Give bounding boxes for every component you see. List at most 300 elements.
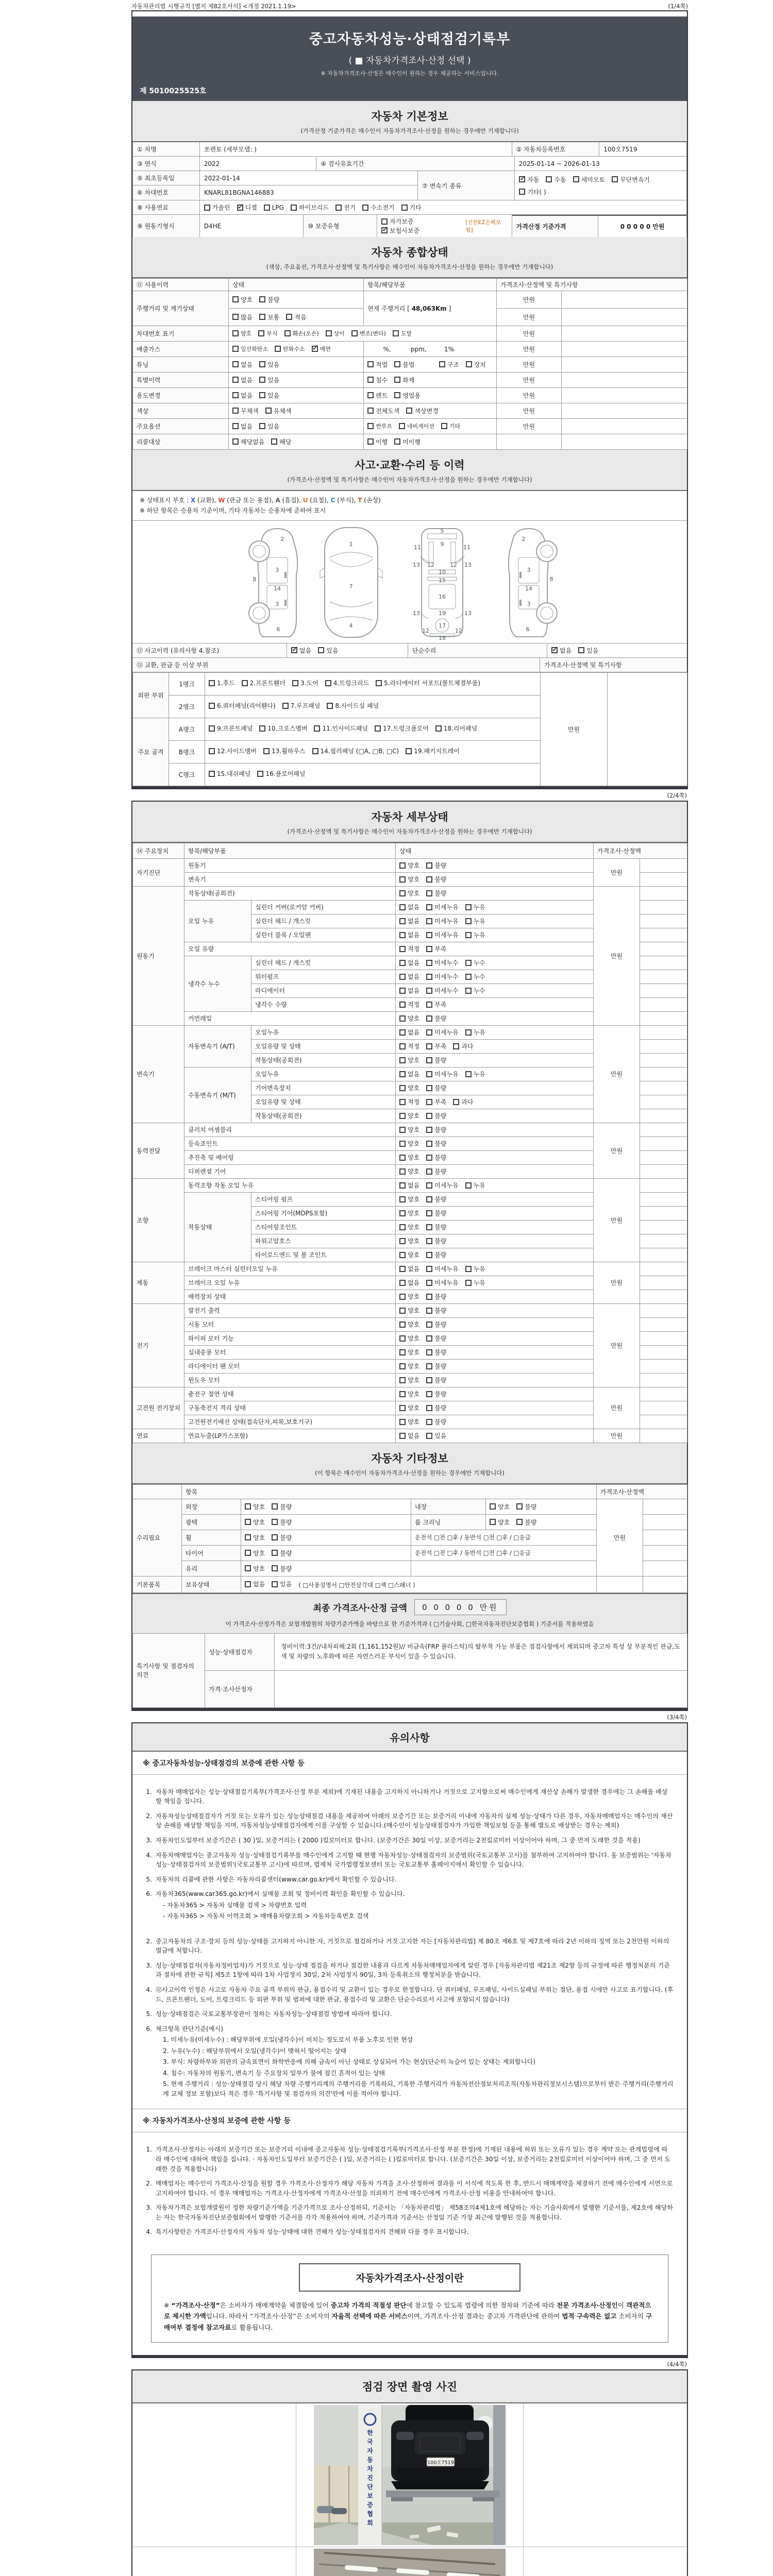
- unchecked-checkbox-icon[interactable]: [394, 438, 400, 445]
- unchecked-checkbox-icon[interactable]: [465, 918, 472, 924]
- unchecked-checkbox-icon[interactable]: [367, 423, 374, 429]
- unchecked-checkbox-icon[interactable]: [406, 748, 412, 754]
- checkbox-option[interactable]: 미세누유: [426, 1264, 458, 1273]
- unchecked-checkbox-icon[interactable]: [399, 1057, 406, 1063]
- checkbox-option[interactable]: 불량: [426, 1153, 446, 1162]
- unchecked-checkbox-icon[interactable]: [426, 1196, 432, 1202]
- checkbox-option[interactable]: 양호: [399, 1153, 419, 1162]
- unchecked-checkbox-icon[interactable]: [426, 1335, 432, 1342]
- unchecked-checkbox-icon[interactable]: [259, 377, 265, 383]
- unchecked-checkbox-icon[interactable]: [426, 1224, 432, 1230]
- checkbox-option[interactable]: 상이: [326, 329, 345, 337]
- unchecked-checkbox-icon[interactable]: [326, 330, 332, 336]
- unchecked-checkbox-icon[interactable]: [399, 1294, 406, 1300]
- checkbox-option[interactable]: 없음: [399, 930, 419, 939]
- unchecked-checkbox-icon[interactable]: [399, 1238, 406, 1244]
- checkbox-option[interactable]: 불법: [394, 360, 414, 369]
- checkbox-option[interactable]: 누수: [465, 986, 485, 995]
- unchecked-checkbox-icon[interactable]: [399, 1210, 406, 1216]
- unchecked-checkbox-icon[interactable]: [465, 1266, 472, 1272]
- unchecked-checkbox-icon[interactable]: [466, 361, 472, 367]
- unchecked-checkbox-icon[interactable]: [232, 438, 239, 445]
- checkbox-option[interactable]: 기타: [401, 203, 422, 212]
- checkbox-option[interactable]: 양호: [399, 1389, 419, 1398]
- checkbox-option[interactable]: 없음: [399, 972, 419, 981]
- unchecked-checkbox-icon[interactable]: [399, 1391, 406, 1397]
- checkbox-option[interactable]: 미세누유: [426, 930, 458, 939]
- checkbox-option[interactable]: 화재: [394, 376, 414, 384]
- unchecked-checkbox-icon[interactable]: [516, 1503, 523, 1510]
- unchecked-checkbox-icon[interactable]: [257, 771, 263, 777]
- checkbox-option[interactable]: 불량: [426, 1209, 446, 1217]
- unchecked-checkbox-icon[interactable]: [465, 974, 472, 980]
- checkbox-option[interactable]: 누수: [465, 972, 485, 981]
- checkbox-option[interactable]: 없음: [399, 1278, 419, 1287]
- unchecked-checkbox-icon[interactable]: [426, 960, 432, 966]
- checkbox-option[interactable]: 적음: [286, 313, 306, 321]
- checkbox-option[interactable]: 렌트: [367, 391, 388, 400]
- unchecked-checkbox-icon[interactable]: [465, 1029, 472, 1036]
- unchecked-checkbox-icon[interactable]: [259, 361, 265, 367]
- unchecked-checkbox-icon[interactable]: [399, 1071, 406, 1077]
- checked-checkbox-icon[interactable]: [237, 205, 243, 211]
- unchecked-checkbox-icon[interactable]: [399, 1308, 406, 1314]
- unchecked-checkbox-icon[interactable]: [394, 392, 400, 398]
- checkbox-option[interactable]: 불량: [426, 1348, 446, 1357]
- unchecked-checkbox-icon[interactable]: [426, 1155, 432, 1161]
- checkbox-option[interactable]: ✓ 없음: [551, 646, 572, 655]
- unchecked-checkbox-icon[interactable]: [367, 438, 374, 445]
- unchecked-checkbox-icon[interactable]: [259, 725, 265, 732]
- checkbox-option[interactable]: 적정: [399, 1000, 419, 1009]
- checkbox-option[interactable]: 양호: [399, 1417, 419, 1426]
- checkbox-option[interactable]: 미세누유: [426, 917, 458, 925]
- unchecked-checkbox-icon[interactable]: [399, 890, 406, 896]
- checkbox-option[interactable]: 불량: [272, 1564, 292, 1573]
- unchecked-checkbox-icon[interactable]: [394, 361, 400, 367]
- checkbox-option[interactable]: 부족: [426, 944, 446, 953]
- unchecked-checkbox-icon[interactable]: [232, 296, 239, 302]
- checkbox-option[interactable]: 양호: [245, 1518, 265, 1527]
- checkbox-option[interactable]: 2.프론트휀더: [242, 677, 285, 689]
- checkbox-option[interactable]: 미세누수: [426, 958, 458, 967]
- unchecked-checkbox-icon[interactable]: [399, 1085, 406, 1091]
- unchecked-checkbox-icon[interactable]: [232, 346, 239, 352]
- unchecked-checkbox-icon[interactable]: [490, 1503, 496, 1510]
- checkbox-option[interactable]: 없음: [232, 391, 253, 400]
- unchecked-checkbox-icon[interactable]: [426, 1391, 432, 1397]
- unchecked-checkbox-icon[interactable]: [426, 1308, 432, 1314]
- checkbox-option[interactable]: 15.대쉬패널: [209, 768, 250, 780]
- unchecked-checkbox-icon[interactable]: [399, 1182, 406, 1189]
- checkbox-option[interactable]: 적법: [367, 360, 388, 369]
- unchecked-checkbox-icon[interactable]: [426, 988, 432, 994]
- unchecked-checkbox-icon[interactable]: [399, 876, 406, 883]
- checkbox-option[interactable]: 불량: [426, 889, 446, 897]
- checkbox-option[interactable]: 수소전기: [362, 203, 394, 212]
- unchecked-checkbox-icon[interactable]: [519, 189, 525, 195]
- unchecked-checkbox-icon[interactable]: [453, 1099, 459, 1105]
- unchecked-checkbox-icon[interactable]: [426, 1363, 432, 1369]
- checkbox-option[interactable]: 양호: [399, 1292, 419, 1301]
- checkbox-option[interactable]: 적정: [399, 944, 419, 953]
- checkbox-option[interactable]: 부족: [426, 1000, 446, 1009]
- unchecked-checkbox-icon[interactable]: [399, 960, 406, 966]
- unchecked-checkbox-icon[interactable]: [426, 974, 432, 980]
- checkbox-option[interactable]: 불량: [426, 1250, 446, 1259]
- unchecked-checkbox-icon[interactable]: [399, 1405, 406, 1411]
- unchecked-checkbox-icon[interactable]: [245, 1534, 251, 1540]
- checkbox-option[interactable]: 불량: [426, 1320, 446, 1329]
- checkbox-option[interactable]: 양호: [399, 861, 419, 870]
- unchecked-checkbox-icon[interactable]: [209, 680, 215, 686]
- unchecked-checkbox-icon[interactable]: [399, 1252, 406, 1258]
- unchecked-checkbox-icon[interactable]: [426, 1419, 432, 1425]
- checkbox-option[interactable]: 양호: [245, 1533, 265, 1542]
- checkbox-option[interactable]: 18.리어패널: [435, 722, 477, 735]
- unchecked-checkbox-icon[interactable]: [465, 1071, 472, 1077]
- unchecked-checkbox-icon[interactable]: [426, 1168, 432, 1175]
- checkbox-option[interactable]: 불량: [516, 1502, 536, 1511]
- unchecked-checkbox-icon[interactable]: [312, 748, 318, 754]
- unchecked-checkbox-icon[interactable]: [272, 1519, 278, 1525]
- unchecked-checkbox-icon[interactable]: [275, 346, 281, 352]
- checkbox-option[interactable]: 불량: [426, 1417, 446, 1426]
- unchecked-checkbox-icon[interactable]: [399, 974, 406, 980]
- unchecked-checkbox-icon[interactable]: [399, 1335, 406, 1342]
- checkbox-option[interactable]: 4.트렁크리드: [325, 677, 369, 689]
- checkbox-option[interactable]: 불량: [426, 1236, 446, 1245]
- checkbox-option[interactable]: 무채색: [232, 406, 259, 415]
- unchecked-checkbox-icon[interactable]: [465, 1182, 472, 1189]
- checkbox-option[interactable]: 불량: [426, 1223, 446, 1231]
- unchecked-checkbox-icon[interactable]: [263, 748, 270, 754]
- unchecked-checkbox-icon[interactable]: [245, 1550, 251, 1556]
- checkbox-option[interactable]: 불량: [426, 1389, 446, 1398]
- unchecked-checkbox-icon[interactable]: [284, 330, 291, 336]
- checkbox-option[interactable]: 수동: [546, 175, 566, 184]
- unchecked-checkbox-icon[interactable]: [612, 176, 618, 182]
- unchecked-checkbox-icon[interactable]: [426, 946, 432, 952]
- checkbox-option[interactable]: 있음: [259, 360, 279, 369]
- unchecked-checkbox-icon[interactable]: [318, 647, 324, 653]
- unchecked-checkbox-icon[interactable]: [426, 876, 432, 883]
- checkbox-option[interactable]: 구조: [439, 360, 459, 369]
- checkbox-option[interactable]: 양호: [399, 1125, 419, 1134]
- unchecked-checkbox-icon[interactable]: [465, 988, 472, 994]
- checkbox-option[interactable]: 있음: [578, 646, 598, 655]
- checkbox-option[interactable]: 부족: [426, 1042, 446, 1050]
- unchecked-checkbox-icon[interactable]: [209, 725, 215, 732]
- unchecked-checkbox-icon[interactable]: [399, 1029, 406, 1036]
- unchecked-checkbox-icon[interactable]: [259, 423, 265, 429]
- checkbox-option[interactable]: 불량: [426, 1376, 446, 1384]
- checkbox-option[interactable]: 양호: [399, 1056, 419, 1064]
- unchecked-checkbox-icon[interactable]: [399, 1349, 406, 1355]
- checkbox-option[interactable]: 없음: [232, 376, 253, 384]
- unchecked-checkbox-icon[interactable]: [435, 725, 442, 732]
- checkbox-option[interactable]: 불량: [426, 1362, 446, 1370]
- checkbox-option[interactable]: 불량: [426, 861, 446, 870]
- unchecked-checkbox-icon[interactable]: [465, 960, 472, 966]
- unchecked-checkbox-icon[interactable]: [426, 1405, 432, 1411]
- checkbox-option[interactable]: 불량: [516, 1518, 536, 1527]
- checkbox-option[interactable]: 누유: [465, 1028, 485, 1037]
- checkbox-option[interactable]: 양호: [399, 1362, 419, 1370]
- unchecked-checkbox-icon[interactable]: [426, 1377, 432, 1383]
- unchecked-checkbox-icon[interactable]: [439, 361, 445, 367]
- checkbox-option[interactable]: 전체도색: [367, 406, 399, 415]
- checkbox-option[interactable]: ✓ 보험사보증: [381, 226, 419, 235]
- unchecked-checkbox-icon[interactable]: [426, 1099, 432, 1105]
- unchecked-checkbox-icon[interactable]: [232, 314, 239, 320]
- checkbox-option[interactable]: 양호: [399, 1250, 419, 1259]
- checked-checkbox-icon[interactable]: [381, 227, 388, 233]
- checkbox-option[interactable]: 있음: [318, 646, 338, 655]
- checkbox-option[interactable]: 없음: [245, 1580, 265, 1588]
- unchecked-checkbox-icon[interactable]: [399, 423, 405, 429]
- checkbox-option[interactable]: 불량: [272, 1533, 292, 1542]
- checkbox-option[interactable]: 있음: [259, 422, 279, 431]
- checkbox-option[interactable]: 일산화탄소: [232, 345, 268, 353]
- checkbox-option[interactable]: 양호: [399, 1376, 419, 1384]
- unchecked-checkbox-icon[interactable]: [399, 1266, 406, 1272]
- checkbox-option[interactable]: 미세누유: [426, 1070, 458, 1078]
- unchecked-checkbox-icon[interactable]: [426, 1280, 432, 1286]
- checkbox-option[interactable]: 부족: [426, 1097, 446, 1106]
- unchecked-checkbox-icon[interactable]: [578, 647, 584, 653]
- unchecked-checkbox-icon[interactable]: [573, 176, 579, 182]
- checkbox-option[interactable]: ✓ 디젤: [237, 203, 257, 212]
- unchecked-checkbox-icon[interactable]: [232, 392, 239, 398]
- checkbox-option[interactable]: 누수: [465, 958, 485, 967]
- unchecked-checkbox-icon[interactable]: [314, 725, 320, 732]
- checkbox-option[interactable]: 양호: [399, 1083, 419, 1092]
- checkbox-option[interactable]: ✓ 없음: [291, 646, 311, 655]
- unchecked-checkbox-icon[interactable]: [426, 1210, 432, 1216]
- checkbox-option[interactable]: 탄화수소: [275, 345, 305, 353]
- unchecked-checkbox-icon[interactable]: [426, 1321, 432, 1328]
- checkbox-option[interactable]: 보통: [259, 313, 279, 321]
- checkbox-option[interactable]: 양호: [399, 1014, 419, 1023]
- checkbox-option[interactable]: 5.라디에이터 서포트(볼트체결부품): [376, 677, 480, 689]
- unchecked-checkbox-icon[interactable]: [259, 314, 265, 320]
- checkbox-option[interactable]: 색상변경: [406, 406, 438, 415]
- unchecked-checkbox-icon[interactable]: [399, 1224, 406, 1230]
- checkbox-option[interactable]: 누유: [465, 1181, 485, 1190]
- unchecked-checkbox-icon[interactable]: [264, 205, 270, 211]
- checkbox-option[interactable]: 없음: [399, 1028, 419, 1037]
- unchecked-checkbox-icon[interactable]: [406, 408, 412, 414]
- checkbox-option[interactable]: 영업용: [394, 391, 421, 400]
- checkbox-option[interactable]: 12.사이드멤버: [209, 745, 257, 757]
- checkbox-option[interactable]: 없음: [232, 360, 253, 369]
- checkbox-option[interactable]: 불량: [426, 1125, 446, 1134]
- unchecked-checkbox-icon[interactable]: [367, 361, 374, 367]
- checkbox-option[interactable]: 변조(변타): [351, 329, 386, 337]
- checkbox-option[interactable]: 불량: [272, 1518, 292, 1527]
- checkbox-option[interactable]: 미세누유: [426, 1278, 458, 1287]
- unchecked-checkbox-icon[interactable]: [399, 918, 406, 924]
- checkbox-option[interactable]: 불량: [259, 295, 279, 304]
- checkbox-option[interactable]: 불량: [426, 1083, 446, 1092]
- unchecked-checkbox-icon[interactable]: [546, 176, 552, 182]
- checkbox-option[interactable]: 과다: [453, 1042, 473, 1050]
- unchecked-checkbox-icon[interactable]: [204, 205, 210, 211]
- checkbox-option[interactable]: 17.트렁크플로어: [375, 722, 429, 735]
- checkbox-option[interactable]: 장치: [466, 360, 486, 369]
- checkbox-option[interactable]: 16.플로어패널: [257, 768, 305, 780]
- unchecked-checkbox-icon[interactable]: [399, 1002, 406, 1008]
- checkbox-option[interactable]: 하이브리드: [291, 203, 329, 212]
- checkbox-option[interactable]: 네비게이션: [399, 422, 434, 430]
- unchecked-checkbox-icon[interactable]: [351, 330, 358, 336]
- checkbox-option[interactable]: 썬루프: [367, 422, 392, 430]
- checked-checkbox-icon[interactable]: [312, 346, 318, 352]
- checkbox-option[interactable]: 불량: [426, 1306, 446, 1315]
- unchecked-checkbox-icon[interactable]: [399, 1155, 406, 1161]
- checkbox-option[interactable]: 유채색: [265, 406, 292, 415]
- checkbox-option[interactable]: 없음: [399, 1070, 419, 1078]
- checkbox-option[interactable]: 없음: [399, 958, 419, 967]
- unchecked-checkbox-icon[interactable]: [242, 680, 248, 686]
- checkbox-option[interactable]: 해당없음: [232, 437, 264, 446]
- unchecked-checkbox-icon[interactable]: [399, 1015, 406, 1022]
- unchecked-checkbox-icon[interactable]: [426, 932, 432, 938]
- checkbox-option[interactable]: 훼손(오손): [284, 329, 319, 337]
- unchecked-checkbox-icon[interactable]: [291, 205, 297, 211]
- checkbox-option[interactable]: 없음: [399, 1431, 419, 1440]
- unchecked-checkbox-icon[interactable]: [376, 680, 382, 686]
- unchecked-checkbox-icon[interactable]: [465, 1280, 472, 1286]
- unchecked-checkbox-icon[interactable]: [426, 1029, 432, 1036]
- checkbox-option[interactable]: 3.도어: [292, 677, 318, 689]
- unchecked-checkbox-icon[interactable]: [259, 296, 265, 302]
- unchecked-checkbox-icon[interactable]: [399, 1113, 406, 1119]
- unchecked-checkbox-icon[interactable]: [367, 408, 374, 414]
- checked-checkbox-icon[interactable]: [519, 176, 525, 182]
- checkbox-option[interactable]: 미세누수: [426, 972, 458, 981]
- unchecked-checkbox-icon[interactable]: [292, 680, 298, 686]
- unchecked-checkbox-icon[interactable]: [381, 218, 388, 225]
- checkbox-option[interactable]: 양호: [232, 295, 253, 304]
- unchecked-checkbox-icon[interactable]: [426, 890, 432, 896]
- unchecked-checkbox-icon[interactable]: [426, 1252, 432, 1258]
- unchecked-checkbox-icon[interactable]: [401, 205, 408, 211]
- checkbox-option[interactable]: 불량: [426, 1334, 446, 1343]
- unchecked-checkbox-icon[interactable]: [399, 1168, 406, 1175]
- checkbox-option[interactable]: 없음: [232, 422, 253, 431]
- checkbox-option[interactable]: 14.필러패널 (□A, □B, □C): [312, 745, 399, 757]
- checkbox-option[interactable]: 양호: [232, 329, 251, 337]
- unchecked-checkbox-icon[interactable]: [325, 680, 331, 686]
- unchecked-checkbox-icon[interactable]: [399, 904, 406, 910]
- unchecked-checkbox-icon[interactable]: [245, 1565, 251, 1571]
- unchecked-checkbox-icon[interactable]: [399, 862, 406, 869]
- checkbox-option[interactable]: 양호: [490, 1518, 510, 1527]
- checkbox-option[interactable]: 1.후드: [209, 677, 235, 689]
- unchecked-checkbox-icon[interactable]: [272, 1565, 278, 1571]
- checkbox-option[interactable]: 양호: [245, 1549, 265, 1557]
- checkbox-option[interactable]: 없음: [399, 917, 419, 925]
- checkbox-option[interactable]: 19.패키지트레이: [406, 745, 460, 757]
- unchecked-checkbox-icon[interactable]: [327, 703, 333, 709]
- checkbox-option[interactable]: 미세누유: [426, 1181, 458, 1190]
- checkbox-option[interactable]: 11.인사이드패널: [314, 722, 368, 735]
- checkbox-option[interactable]: 없음: [399, 986, 419, 995]
- unchecked-checkbox-icon[interactable]: [426, 1349, 432, 1355]
- unchecked-checkbox-icon[interactable]: [282, 703, 289, 709]
- unchecked-checkbox-icon[interactable]: [272, 1534, 278, 1540]
- unchecked-checkbox-icon[interactable]: [209, 748, 215, 754]
- unchecked-checkbox-icon[interactable]: [399, 988, 406, 994]
- checkbox-option[interactable]: 양호: [399, 1195, 419, 1204]
- checkbox-option[interactable]: 이행: [367, 437, 388, 446]
- unchecked-checkbox-icon[interactable]: [516, 1519, 523, 1525]
- unchecked-checkbox-icon[interactable]: [399, 1196, 406, 1202]
- unchecked-checkbox-icon[interactable]: [399, 1043, 406, 1049]
- checkbox-option[interactable]: 양호: [399, 1403, 419, 1412]
- checkbox-option[interactable]: 양호: [399, 1320, 419, 1329]
- checkbox-option[interactable]: 미이행: [394, 437, 421, 446]
- unchecked-checkbox-icon[interactable]: [426, 1085, 432, 1091]
- checkbox-option[interactable]: 양호: [245, 1502, 265, 1511]
- unchecked-checkbox-icon[interactable]: [399, 1321, 406, 1328]
- unchecked-checkbox-icon[interactable]: [426, 1294, 432, 1300]
- unchecked-checkbox-icon[interactable]: [426, 1182, 432, 1189]
- checkbox-option[interactable]: 양호: [399, 1306, 419, 1315]
- checkbox-option[interactable]: 7.루프패널: [282, 700, 321, 712]
- checkbox-option[interactable]: 기타( ): [519, 188, 546, 196]
- unchecked-checkbox-icon[interactable]: [426, 1002, 432, 1008]
- unchecked-checkbox-icon[interactable]: [245, 1503, 251, 1510]
- unchecked-checkbox-icon[interactable]: [209, 703, 215, 709]
- checkbox-option[interactable]: 양호: [399, 1236, 419, 1245]
- unchecked-checkbox-icon[interactable]: [399, 946, 406, 952]
- unchecked-checkbox-icon[interactable]: [426, 1113, 432, 1119]
- unchecked-checkbox-icon[interactable]: [399, 1377, 406, 1383]
- checkbox-option[interactable]: 불량: [426, 875, 446, 884]
- checkbox-option[interactable]: 10.크로스멤버: [259, 722, 307, 735]
- checkbox-option[interactable]: 양호: [399, 1111, 419, 1120]
- unchecked-checkbox-icon[interactable]: [426, 862, 432, 869]
- checkbox-option[interactable]: 불량: [272, 1502, 292, 1511]
- checked-checkbox-icon[interactable]: [551, 647, 558, 653]
- unchecked-checkbox-icon[interactable]: [426, 1015, 432, 1022]
- unchecked-checkbox-icon[interactable]: [232, 330, 239, 336]
- unchecked-checkbox-icon[interactable]: [465, 904, 472, 910]
- checkbox-option[interactable]: 없음: [399, 1264, 419, 1273]
- unchecked-checkbox-icon[interactable]: [426, 1141, 432, 1147]
- checkbox-option[interactable]: 적정: [399, 1097, 419, 1106]
- unchecked-checkbox-icon[interactable]: [426, 1071, 432, 1077]
- checkbox-option[interactable]: 양호: [399, 1167, 419, 1176]
- checkbox-option[interactable]: 있음: [272, 1580, 292, 1588]
- checkbox-option[interactable]: ✓ 자동: [519, 175, 539, 184]
- checkbox-option[interactable]: 양호: [490, 1502, 510, 1511]
- unchecked-checkbox-icon[interactable]: [272, 1581, 278, 1587]
- checkbox-option[interactable]: 누유: [465, 917, 485, 925]
- unchecked-checkbox-icon[interactable]: [272, 1503, 278, 1510]
- unchecked-checkbox-icon[interactable]: [465, 932, 472, 938]
- checkbox-option[interactable]: 도말: [393, 329, 412, 337]
- checkbox-option[interactable]: 누유: [465, 1070, 485, 1078]
- unchecked-checkbox-icon[interactable]: [399, 1363, 406, 1369]
- unchecked-checkbox-icon[interactable]: [399, 1099, 406, 1105]
- checkbox-option[interactable]: 불량: [426, 1014, 446, 1023]
- checkbox-option[interactable]: 적정: [399, 1042, 419, 1050]
- unchecked-checkbox-icon[interactable]: [245, 1519, 251, 1525]
